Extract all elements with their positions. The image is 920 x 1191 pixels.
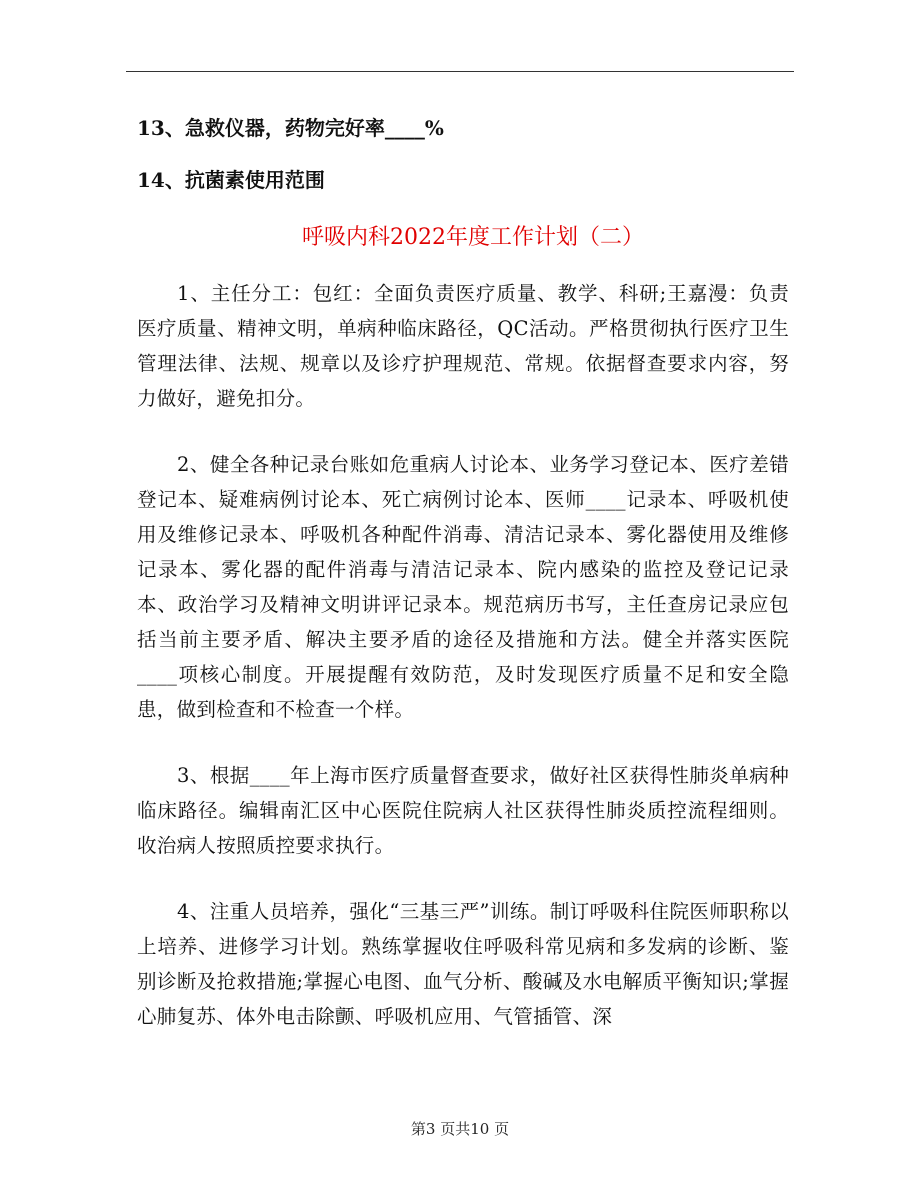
section-title: 呼吸内科2022年度工作计划（二） xyxy=(302,225,644,250)
header-rule xyxy=(126,71,794,72)
document-body xyxy=(137,102,789,1054)
paragraph-3: 3、根据____年上海市医疗质量督查要求，做好社区获得性肺炎单病种临床路径。编辑南汇区中心医院住院病人社区获得性肺炎质控流程细则。收治病人按照质控要求执行。 xyxy=(137,764,789,857)
list-item-13: 13、急救仪器，药物完好率____% xyxy=(137,116,444,140)
page-number-footer: 第3 页共10 页 xyxy=(410,1120,510,1138)
list-item-14: 14、抗菌素使用范围 xyxy=(137,168,325,192)
paragraph-4: 4、注重人员培养，强化“三基三严”训练。制订呼吸科住院医师职称以上培养、进修学习计划。熟练掌握收住呼吸科常见病和多发病的诊断、鉴别诊断及抢救措施;掌握心电图、血气分析、酸碱及水电解质平衡知识;掌握心肺复苏、体外电击除颤、呼吸机应用、气管插管、深 xyxy=(137,900,789,1028)
paragraph-2: 2、健全各种记录台账如危重病人讨论本、业务学习登记本、医疗差错登记本、疑难病例讨论本、死亡病例讨论本、医师____记录本、呼吸机使用及维修记录本、呼吸机各种配件消毒、清洁记录本、雾化器使用及维修记录本、雾化器的配件消毒与清洁记录本、院内感染的监控及登记记录本、政治学习及精神文明讲评记录本。规范病历书写，主任查房记录应包括当前主要矛盾、解决主要矛盾的途径及措施和方法。健全并落实医院____项核心制度。开展提醒有效防范，及时发现医疗质量不足和安全隐患，做到检查和不检查一个样。 xyxy=(137,453,789,721)
paragraph-1: 1、主任分工：包红：全面负责医疗质量、教学、科研;王嘉漫：负责医疗质量、精神文明，单病种临床路径，QC活动。严格贯彻执行医疗卫生管理法律、法规、规章以及诊疗护理规范、常规。依据督查要求内容，努力做好，避免扣分。 xyxy=(137,282,789,410)
